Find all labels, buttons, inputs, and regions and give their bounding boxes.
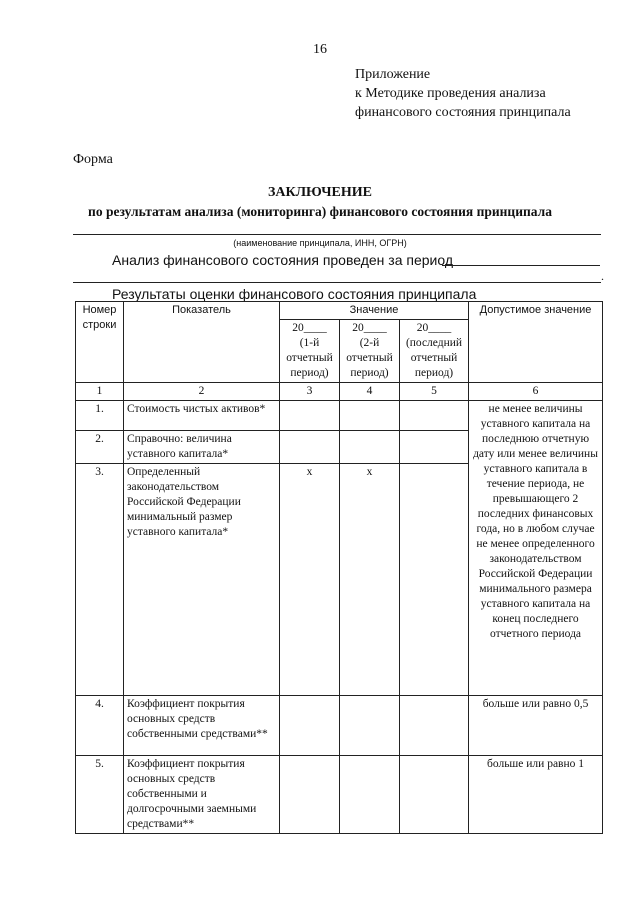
period-1-label-3: период)	[290, 367, 329, 379]
row-5-number: 5.	[76, 756, 124, 834]
period-3-year: 20____	[416, 322, 452, 334]
row-2-value-3[interactable]	[400, 431, 469, 464]
period-2-label: (2-й	[359, 337, 380, 349]
period-end-dot: .	[601, 269, 604, 283]
column-number-4: 4	[340, 383, 400, 401]
principal-name-line	[73, 234, 601, 235]
period-1-label-2: отчетный	[286, 352, 333, 364]
row-4-value-2[interactable]	[340, 696, 400, 756]
row-3-value-2[interactable]: x	[340, 464, 400, 696]
row-4-indicator: Коэффициент покрытия основных средств собственными средствами**	[124, 696, 280, 756]
row-5-value-1[interactable]	[280, 756, 340, 834]
row-5-value-3[interactable]	[400, 756, 469, 834]
document-subtitle: по результатам анализа (мониторинга) финансового состояния принципала	[88, 204, 552, 219]
period-3-label-3: период)	[414, 367, 454, 379]
appendix-line-3: финансового состояния принципала	[355, 105, 571, 120]
period-2-year: 20____	[352, 322, 387, 334]
table-header-row	[76, 302, 603, 320]
row-2-number: 2.	[76, 431, 124, 464]
header-value: Значение	[280, 302, 469, 320]
row-4-value-3[interactable]	[400, 696, 469, 756]
column-number-6: 6	[469, 383, 603, 401]
results-title: Результаты оценки финансового состояния принципала	[112, 286, 477, 302]
analysis-period-label: Анализ финансового состояния проведен за период	[112, 252, 454, 268]
period-fill-line	[442, 265, 600, 266]
row-4-allowed-value: больше или равно 0,5	[469, 696, 603, 756]
column-number-2: 2	[124, 383, 280, 401]
period-2-label-2: отчетный	[346, 352, 393, 364]
column-number-5: 5	[400, 383, 469, 401]
principal-name-caption: (наименование принципала, ИНН, ОГРН)	[233, 238, 407, 248]
row-2-value-1[interactable]	[280, 431, 340, 464]
row-1-value-1[interactable]	[280, 401, 340, 431]
header-row-number	[76, 302, 124, 383]
period-continuation-line	[73, 282, 601, 283]
row-1-value-2[interactable]	[340, 401, 400, 431]
table-row	[76, 756, 603, 834]
header-indicator: Показатель	[124, 302, 280, 383]
row-3-value-1[interactable]: x	[280, 464, 340, 696]
appendix-line-2: к Методике проведения анализа	[355, 86, 546, 101]
allowed-value-rows-1-3: не менее величины уставного капитала на последнюю отчетную дату или менее величины уставного капитала в течение периода, не превышающего 2 последних финансовых года, но в любом случае не менее определенного законодательством Российской Федерации минимального размера уставного капитала на конец последнего отчетного периода	[469, 401, 603, 696]
period-1-label: (1-й	[299, 337, 320, 349]
row-1-indicator: Стоимость чистых активов*	[124, 401, 280, 431]
appendix-block	[355, 65, 571, 122]
header-period-1	[280, 320, 340, 383]
period-3-label: (последний	[405, 337, 463, 349]
row-5-indicator: Коэффициент покрытия основных средств собственными и долгосрочными заемными средствами**	[124, 756, 280, 834]
column-number-1: 1	[76, 383, 124, 401]
period-3-label-2: отчетный	[410, 352, 458, 364]
table-row	[76, 696, 603, 756]
assessment-table	[75, 301, 603, 834]
period-1-year: 20____	[292, 322, 327, 334]
header-period-2	[340, 320, 400, 383]
table-row	[76, 401, 603, 431]
appendix-line-1: Приложение	[355, 67, 431, 82]
row-5-value-2[interactable]	[340, 756, 400, 834]
row-2-indicator: Справочно: величина уставного капитала*	[124, 431, 280, 464]
period-2-label-3: период)	[350, 367, 389, 379]
row-3-number: 3.	[76, 464, 124, 696]
page-number: 16	[313, 42, 327, 57]
column-number-row	[76, 383, 603, 401]
row-3-indicator: Определенный законодательством Российской Федерации минимальный размер уставного капитала*	[124, 464, 280, 696]
header-row-number-line-2: строки	[82, 319, 117, 331]
header-period-3	[400, 320, 469, 383]
row-5-allowed-value: больше или равно 1	[469, 756, 603, 834]
header-allowed-value: Допустимое значение	[469, 302, 603, 383]
row-1-number: 1.	[76, 401, 124, 431]
row-4-value-1[interactable]	[280, 696, 340, 756]
row-3-value-3[interactable]	[400, 464, 469, 696]
row-2-value-2[interactable]	[340, 431, 400, 464]
row-4-number: 4.	[76, 696, 124, 756]
header-row-number-line-1: Номер	[82, 304, 117, 316]
document-title: ЗАКЛЮЧЕНИЕ	[267, 185, 373, 200]
column-number-3: 3	[280, 383, 340, 401]
form-label: Форма	[73, 152, 113, 167]
row-1-value-3[interactable]	[400, 401, 469, 431]
